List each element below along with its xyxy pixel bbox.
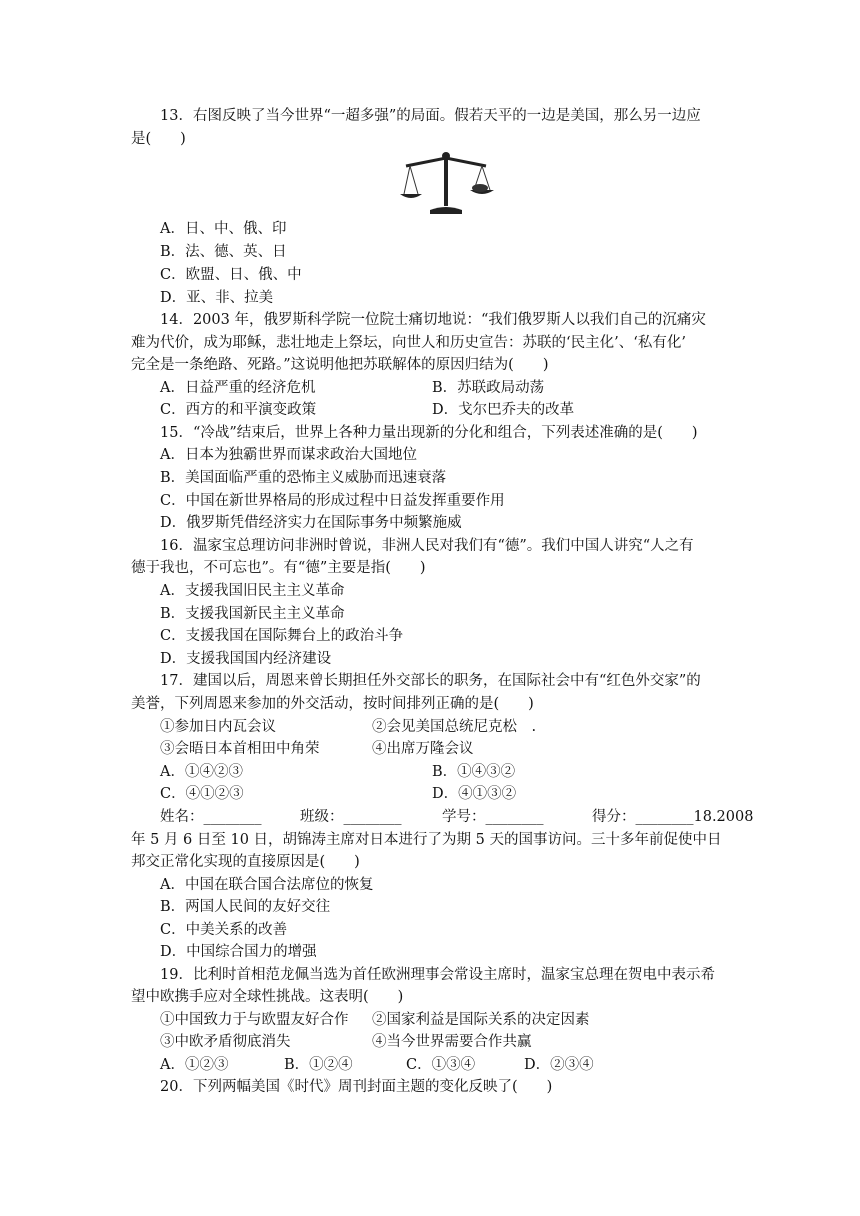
q19-item-4: ④当今世界需要合作共赢	[372, 1034, 532, 1050]
q13-option-b: B．法、德、英、日	[160, 244, 287, 260]
q13-stem-line2: 是( )	[131, 131, 186, 147]
q14-option-b: B．苏联政局动荡	[432, 380, 545, 396]
q19-option-a: A．①②③	[160, 1057, 229, 1073]
q16-stem-line1: 16．温家宝总理访问非洲时曾说，非洲人民对我们有“德”。我们中国人讲究“人之有	[160, 538, 694, 554]
q17-stem-line1: 17．建国以后，周恩来曾长期担任外交部长的职务，在国际社会中有“红色外交家”的	[160, 673, 701, 689]
q19-item-1: ①中国致力于与欧盟友好合作	[160, 1012, 349, 1028]
q15-option-a: A．日本为独霸世界而谋求政治大国地位	[160, 447, 417, 463]
student-number-field[interactable]: 学号：________	[442, 809, 544, 825]
q19-item-3: ③中欧矛盾彻底消失	[160, 1034, 291, 1050]
q17-item-1: ①参加日内瓦会议	[160, 719, 276, 735]
q15-option-b: B．美国面临严重的恐怖主义威胁而迅速衰落	[160, 470, 447, 486]
q18-option-c: C．中美关系的改善	[160, 922, 288, 938]
class-field[interactable]: 班级：________	[300, 809, 402, 825]
q18-option-a: A．中国在联合国合法席位的恢复	[160, 877, 374, 893]
q19-option-b: B．①②④	[284, 1057, 353, 1073]
q16-option-d: D．支援我国国内经济建设	[160, 651, 332, 667]
q18-option-d: D．中国综合国力的增强	[160, 944, 317, 960]
q18-stem-line2: 年 5 月 6 日至 10 日，胡锦涛主席对日本进行了为期 5 天的国事访问。三十多年前促使中日	[131, 832, 722, 848]
q19-stem-line1: 19．比利时首相范龙佩当选为首任欧洲理事会常设主席时，温家宝总理在贺电中表示希	[160, 967, 715, 983]
q17-option-d: D．④①③②	[432, 786, 517, 802]
q14-option-a: A．日益严重的经济危机	[160, 380, 316, 396]
q17-option-b: B．①④③②	[432, 764, 516, 780]
q14-stem-line2: 难为代价，成为耶稣，悲壮地走上祭坛，向世人和历史宣告：苏联的‘民主化’、‘私有化’	[131, 335, 686, 351]
q19-option-d: D．②③④	[524, 1057, 594, 1073]
name-field[interactable]: 姓名：________	[160, 809, 262, 825]
q15-stem-line1: 15．“冷战”结束后，世界上各种力量出现新的分化和组合，下列表述准确的是( )	[160, 425, 698, 441]
q13-option-c: C．欧盟、日、俄、中	[160, 267, 302, 283]
q13-option-d: D．亚、非、拉美	[160, 290, 274, 306]
q20-stem-line1: 20．下列两幅美国《时代》周刊封面主题的变化反映了( )	[160, 1079, 553, 1095]
q17-item-2: ②会见美国总统尼克松 .	[372, 719, 537, 735]
q14-option-d: D．戈尔巴乔夫的改革	[432, 402, 575, 418]
q13-option-a: A．日、中、俄、印	[160, 221, 287, 237]
q17-option-a: A．①④②③	[160, 764, 243, 780]
balance-scale-image	[396, 150, 496, 218]
q13-stem-line1: 13．右图反映了当今世界“一超多强”的局面。假若天平的一边是美国，那么另一边应	[160, 108, 701, 124]
q17-item-4: ④出席万隆会议	[372, 741, 474, 757]
q18-option-b: B．两国人民间的友好交往	[160, 899, 331, 915]
score-field[interactable]: 得分：________18.2008	[592, 809, 754, 825]
q15-option-c: C．中国在新世界格局的形成过程中日益发挥重要作用	[160, 493, 505, 509]
q14-option-c: C．西方的和平演变政策	[160, 402, 317, 418]
q16-option-c: C．支援我国在国际舞台上的政治斗争	[160, 628, 404, 644]
q19-stem-line2: 望中欧携手应对全球性挑战。这表明( )	[131, 989, 404, 1005]
q15-option-d: D．俄罗斯凭借经济实力在国际事务中频繁施威	[160, 515, 462, 531]
q18-stem-line3: 邦交正常化实现的直接原因是( )	[131, 854, 360, 870]
q19-item-2: ②国家利益是国际关系的决定因素	[372, 1012, 590, 1028]
q17-stem-line2: 美誉，下列周恩来参加的外交活动，按时间排列正确的是( )	[131, 696, 534, 712]
q19-option-c: C．①③④	[406, 1057, 476, 1073]
q16-option-b: B．支援我国新民主主义革命	[160, 606, 345, 622]
q17-option-c: C．④①②③	[160, 786, 244, 802]
q17-item-3: ③会晤日本首相田中角荣	[160, 741, 320, 757]
q14-stem-line1: 14．2003 年，俄罗斯科学院一位院士痛切地说：“我们俄罗斯人以我们自己的沉痛灾	[160, 312, 706, 328]
q16-option-a: A．支援我国旧民主主义革命	[160, 583, 345, 599]
q16-stem-line2: 德于我也，不可忘也”。有“德”主要是指( )	[131, 560, 426, 576]
q14-stem-line3: 完全是一条绝路、死路。”这说明他把苏联解体的原因归结为( )	[131, 357, 549, 373]
